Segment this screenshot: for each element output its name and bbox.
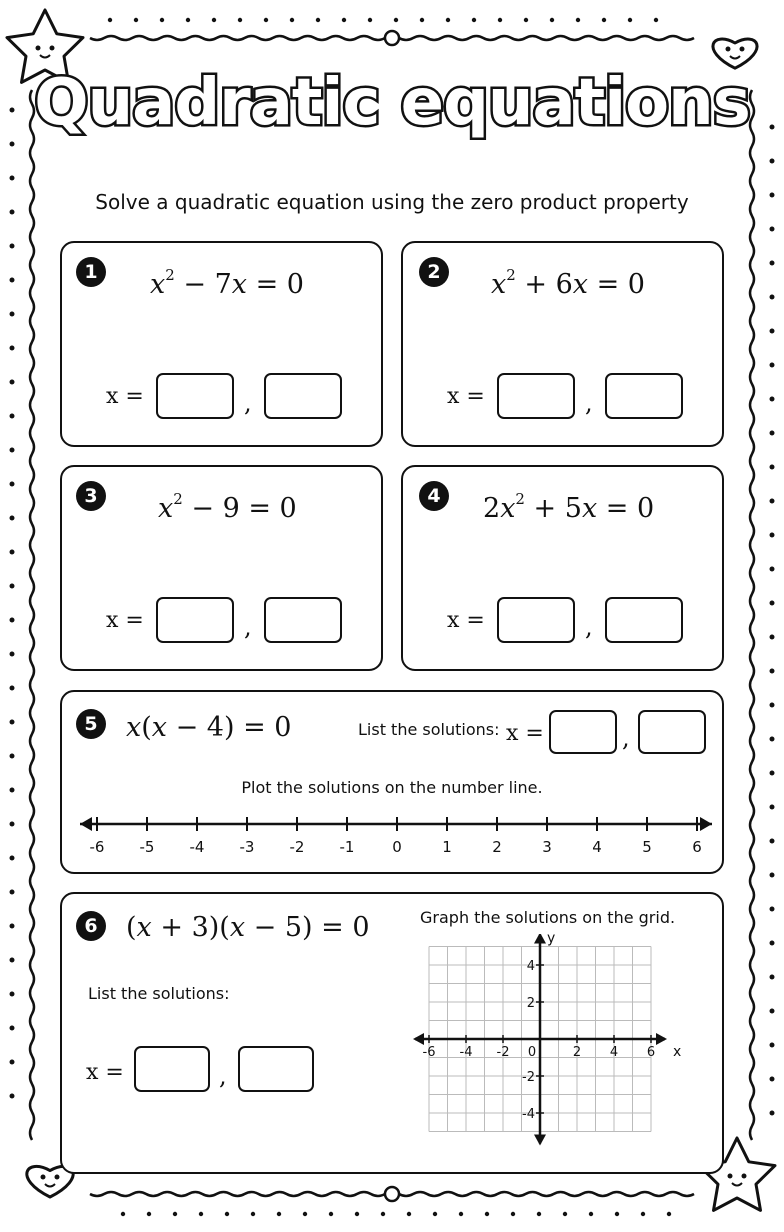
border-dot <box>770 737 775 742</box>
problem-equation: $x^2 + 6x = 0$ <box>491 266 645 300</box>
problem-equation: $x^2 - 9 = 0$ <box>158 490 297 524</box>
problem-card-3 <box>60 465 383 671</box>
page-subtitle: Solve a quadratic equation using the zero product property <box>95 190 689 214</box>
border-dot <box>10 244 15 249</box>
plot-instruction: Plot the solutions on the number line. <box>241 778 543 797</box>
border-dot <box>10 958 15 963</box>
border-dot <box>368 18 372 22</box>
border-dot <box>615 1212 619 1216</box>
border-dot <box>472 18 476 22</box>
border-dot <box>355 1212 359 1216</box>
border-dot <box>10 1094 15 1099</box>
number-line-tick-label: 0 <box>392 838 402 856</box>
border-dot <box>667 1212 671 1216</box>
answer-label: x = <box>86 1060 124 1085</box>
border-dot <box>511 1212 515 1216</box>
comma: , <box>219 1062 227 1090</box>
border-dot <box>770 465 775 470</box>
border-dot <box>770 499 775 504</box>
answer-box-1[interactable] <box>156 373 234 419</box>
border-ring <box>385 1187 399 1201</box>
problem-number-badge: 2 <box>419 257 449 287</box>
answer-box-2[interactable] <box>605 597 683 643</box>
border-dot <box>10 380 15 385</box>
problem-number-badge: 4 <box>419 481 449 511</box>
border-dot <box>628 18 632 22</box>
border-dot <box>134 18 138 22</box>
border-dot <box>770 533 775 538</box>
problem-number-badge: 3 <box>76 481 106 511</box>
border-dot <box>446 18 450 22</box>
border-dot <box>770 907 775 912</box>
border-dot <box>173 1212 177 1216</box>
border-dot <box>770 805 775 810</box>
border-dot <box>10 652 15 657</box>
border-dot <box>186 18 190 22</box>
border-dot <box>316 18 320 22</box>
x-tick-label: 2 <box>572 1045 582 1060</box>
border-dot <box>10 1060 15 1065</box>
border-dot <box>10 856 15 861</box>
border-dot <box>770 771 775 776</box>
number-line-tick-label: -6 <box>89 838 105 856</box>
border-dot <box>537 1212 541 1216</box>
border-dot <box>10 584 15 589</box>
answer-box-2[interactable] <box>605 373 683 419</box>
border-dot <box>329 1212 333 1216</box>
border-dot <box>576 18 580 22</box>
border-dot <box>121 1212 125 1216</box>
problem-equation: x(x − 4) = 0 <box>126 712 292 743</box>
border-dot <box>160 18 164 22</box>
number-line-tick-label: 5 <box>642 838 652 856</box>
answer-box-1[interactable] <box>549 710 617 754</box>
border-dot <box>563 1212 567 1216</box>
number-line-tick-label: 1 <box>442 838 452 856</box>
answer-label: x = <box>447 608 485 633</box>
problem-equation: (x + 3)(x − 5) = 0 <box>126 912 370 943</box>
problem-card-5 <box>60 690 724 874</box>
border-dot <box>770 1111 775 1116</box>
answer-box-2[interactable] <box>264 597 342 643</box>
border-dot <box>770 567 775 572</box>
border-dot <box>212 18 216 22</box>
border-dot <box>770 635 775 640</box>
answer-label: x = <box>106 384 144 409</box>
border-dot <box>10 142 15 147</box>
number-line-tick-label: -1 <box>339 838 355 856</box>
border-dot <box>10 482 15 487</box>
answer-box-1[interactable] <box>497 373 575 419</box>
border-dot <box>602 18 606 22</box>
border-dot <box>770 363 775 368</box>
number-line-tick-label: -3 <box>239 838 255 856</box>
x-tick-label: -2 <box>496 1045 510 1060</box>
comma: , <box>244 613 252 641</box>
problem-card-4 <box>401 465 724 671</box>
comma: , <box>622 724 630 752</box>
number-line-tick-label: -5 <box>139 838 155 856</box>
graph-instruction: Graph the solutions on the grid. <box>420 908 676 927</box>
number-line-tick-label: -2 <box>289 838 305 856</box>
answer-box-1[interactable] <box>134 1046 210 1092</box>
border-dot <box>770 431 775 436</box>
coordinate-grid[interactable] <box>398 934 688 1164</box>
problem-number-badge: 6 <box>76 911 106 941</box>
border-dot <box>225 1212 229 1216</box>
border-dot <box>770 1077 775 1082</box>
number-line-tick-label: 6 <box>692 838 702 856</box>
x-axis-right-arrow-icon <box>656 1033 667 1045</box>
answer-box-2[interactable] <box>238 1046 314 1092</box>
y-tick-label: 2 <box>526 996 535 1011</box>
border-dot <box>10 312 15 317</box>
border-dot <box>589 1212 593 1216</box>
border-dot <box>550 18 554 22</box>
page-title: Quadratic equations <box>34 66 750 140</box>
number-line-tick-label: 2 <box>492 838 502 856</box>
border-dot <box>10 924 15 929</box>
number-line[interactable] <box>62 804 722 874</box>
problem-card-6 <box>60 892 724 1174</box>
comma: , <box>244 389 252 417</box>
border-dot <box>10 720 15 725</box>
border-dot <box>770 941 775 946</box>
border-dot <box>10 822 15 827</box>
border-dot <box>770 1009 775 1014</box>
heart-icon <box>713 39 757 68</box>
border-dot <box>770 703 775 708</box>
border-dot <box>641 1212 645 1216</box>
border-right-wave <box>750 90 754 1140</box>
y-axis-down-arrow-icon <box>534 1135 546 1146</box>
answer-box-2[interactable] <box>264 373 342 419</box>
problem-equation: $2x^2 + 5x = 0$ <box>483 490 655 524</box>
right-arrow-icon <box>700 817 712 831</box>
x-tick-label: -4 <box>459 1045 473 1060</box>
border-dot <box>485 1212 489 1216</box>
border-dot <box>498 18 502 22</box>
answer-box-1[interactable] <box>497 597 575 643</box>
border-dot <box>524 18 528 22</box>
border-dot <box>264 18 268 22</box>
number-line-tick-label: -4 <box>189 838 205 856</box>
border-dot <box>770 1043 775 1048</box>
comma: , <box>585 613 593 641</box>
y-axis-label: y <box>547 934 556 947</box>
x-tick-label: -6 <box>422 1045 436 1060</box>
border-dot <box>770 873 775 878</box>
x-tick-label: 4 <box>609 1045 619 1060</box>
list-solutions-label: List the solutions: <box>358 720 500 739</box>
left-arrow-icon <box>80 817 92 831</box>
problem-number-badge: 1 <box>76 257 106 287</box>
border-dot <box>770 397 775 402</box>
x-tick-label: 0 <box>527 1045 537 1060</box>
border-dot <box>394 18 398 22</box>
problem-card-1 <box>60 241 383 447</box>
problem-number-badge: 5 <box>76 709 106 739</box>
x-axis-left-arrow-icon <box>413 1033 424 1045</box>
number-line-tick-label: 4 <box>592 838 602 856</box>
border-dot <box>770 295 775 300</box>
border-dot <box>10 1026 15 1031</box>
x-tick-label: 6 <box>646 1045 656 1060</box>
answer-box-2[interactable] <box>638 710 706 754</box>
border-left-wave <box>30 90 34 1140</box>
border-dot <box>654 18 658 22</box>
border-dot <box>342 18 346 22</box>
border-dot <box>277 1212 281 1216</box>
y-tick-label: -4 <box>522 1107 535 1122</box>
comma: , <box>585 389 593 417</box>
y-axis-up-arrow-icon <box>534 934 546 944</box>
border-dot <box>199 1212 203 1216</box>
border-dot <box>459 1212 463 1216</box>
border-dot <box>770 601 775 606</box>
border-dot <box>10 618 15 623</box>
border-dot <box>381 1212 385 1216</box>
border-dot <box>420 18 424 22</box>
border-dot <box>433 1212 437 1216</box>
number-line-tick-label: 3 <box>542 838 552 856</box>
list-solutions-label: List the solutions: <box>88 984 230 1003</box>
border-dot <box>10 550 15 555</box>
border-dot <box>770 839 775 844</box>
border-dot <box>251 1212 255 1216</box>
answer-box-1[interactable] <box>156 597 234 643</box>
border-dot <box>770 975 775 980</box>
border-dot <box>10 890 15 895</box>
answer-label: x = <box>106 608 144 633</box>
border-dot <box>10 414 15 419</box>
border-dot <box>108 18 112 22</box>
y-tick-label: -2 <box>522 1070 535 1085</box>
answer-label: x = <box>506 721 544 746</box>
border-dot <box>10 176 15 181</box>
border-dot <box>770 261 775 266</box>
border-dot <box>290 18 294 22</box>
border-dot <box>10 346 15 351</box>
border-dot <box>10 788 15 793</box>
border-dot <box>10 754 15 759</box>
border-dot <box>10 278 15 283</box>
border-dot <box>10 686 15 691</box>
border-dot <box>10 992 15 997</box>
y-tick-label: 4 <box>526 959 535 974</box>
problem-equation: $x^2 - 7x = 0$ <box>150 266 304 300</box>
border-dot <box>303 1212 307 1216</box>
border-ring <box>385 31 399 45</box>
border-dot <box>770 329 775 334</box>
border-dot <box>10 516 15 521</box>
problem-card-2 <box>401 241 724 447</box>
border-dot <box>770 227 775 232</box>
border-dot <box>770 159 775 164</box>
border-dot <box>10 448 15 453</box>
border-dot <box>407 1212 411 1216</box>
border-dot <box>770 669 775 674</box>
border-dot <box>238 18 242 22</box>
x-axis-label: x <box>673 1044 682 1060</box>
border-dot <box>147 1212 151 1216</box>
answer-label: x = <box>447 384 485 409</box>
